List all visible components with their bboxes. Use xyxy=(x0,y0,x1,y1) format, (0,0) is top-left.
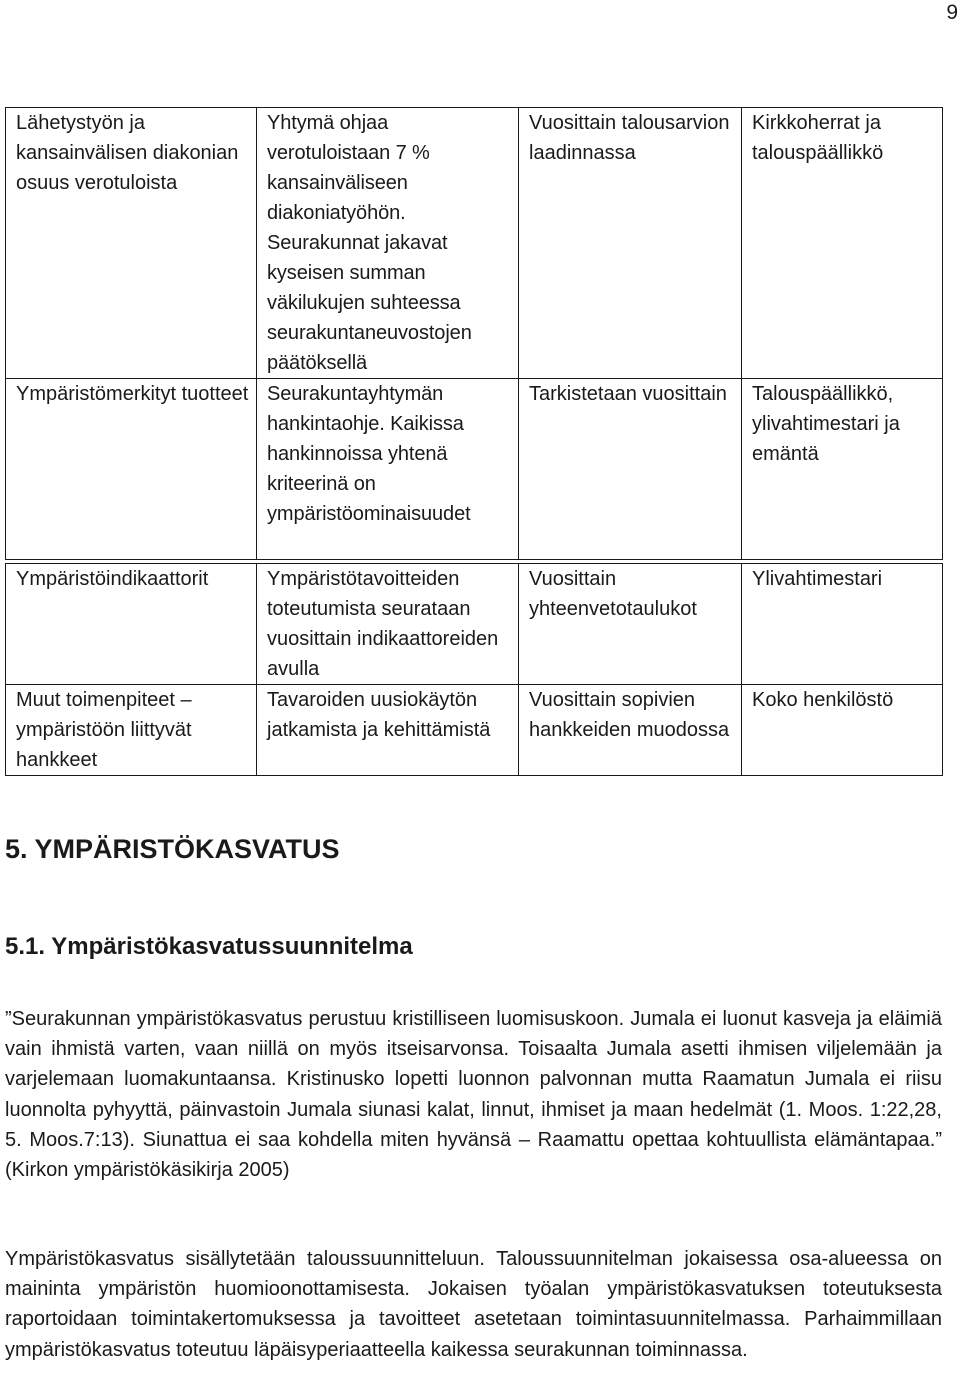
table-cell: Lähetystyön ja kansainvälisen diakonian osuus verotuloista xyxy=(6,108,257,379)
section-heading: 5. YMPÄRISTÖKASVATUS xyxy=(5,834,340,864)
table-cell: Ylivahtimestari xyxy=(742,564,943,685)
table-cell: Vuosittain yhteenvetotaulukot xyxy=(519,564,742,685)
table-cell: Ympäristötavoitteiden toteutumista seurataan vuosittain indikaattoreiden avulla xyxy=(257,564,519,685)
page-number: 9 xyxy=(946,1,958,24)
table-cell: Kirkkoherrat ja talouspäällikkö xyxy=(742,108,943,379)
table-cell: Vuosittain sopivien hankkeiden muodossa xyxy=(519,685,742,776)
table-cell: Tarkistetaan vuosittain xyxy=(519,379,742,560)
table-cell: Yhtymä ohjaa verotuloistaan 7 % kansainväliseen diakoniatyöhön. Seurakunnat jakavat kyseisen summan väkilukujen suhteessa seurakuntaneuvostojen päätöksellä xyxy=(257,108,519,379)
table-row xyxy=(6,685,943,776)
table-row xyxy=(6,564,943,685)
responsibility-table-top xyxy=(5,107,943,560)
table-cell: Muut toimenpiteet – ympäristöön liittyvät hankkeet xyxy=(6,685,257,776)
table-cell: Tavaroiden uusiokäytön jatkamista ja kehittämistä xyxy=(257,685,519,776)
table-cell: Seurakuntayhtymän hankintaohje. Kaikissa hankinnoissa yhtenä kriteerinä on ympäristöominaisuudet xyxy=(257,379,519,560)
table-cell: Talouspäällikkö, ylivahtimestari ja emäntä xyxy=(742,379,943,560)
table-cell: Ympäristöindikaattorit xyxy=(6,564,257,685)
table-cell: Vuosittain talousarvion laadinnassa xyxy=(519,108,742,379)
table-cell: Ympäristömerkityt tuotteet xyxy=(6,379,257,560)
responsibility-table-bottom xyxy=(5,563,943,776)
table-cell: Koko henkilöstö xyxy=(742,685,943,776)
subsection-heading: 5.1. Ympäristökasvatussuunnitelma xyxy=(5,933,413,960)
table-row xyxy=(6,108,943,379)
table-row xyxy=(6,379,943,560)
paragraph-body: Ympäristökasvatus sisällytetään taloussuunnitteluun. Taloussuunnitelman jokaisessa osa-alueessa on maininta ympäristön huomioonottamisesta. Jokaisen työalan ympäristökasvatuksen toteutuksesta raportoidaan toimintakertomuksessa ja tavoitteet asetetaan toimintasuunnitelmassa. Parhaimmillaan ympäristökasvatus toteutuu läpäisyperiaatteella kaikessa seurakunnan toiminnassa. xyxy=(5,1248,942,1361)
paragraph-quote: ”Seurakunnan ympäristökasvatus perustuu kristilliseen luomisuskoon. Jumala ei luonut kasveja ja eläimiä vain ihmistä varten, vaan niillä on myös itseisarvonsa. Toisaalta Jumala asetti ihmisen viljelemään ja varjelemaan luomakuntaansa. Kristinusko lopetti luonnon palvonnan mutta Raamatun Jumala ei riisu luonnolta pyhyyttä, päinvastoin Jumala siunasi kalat, linnut, ihmiset ja maan hedelmät (1. Moos. 1:22,28, 5. Moos.7:13). Siunattua ei saa kohdella miten hyvänsä – Raamattu opettaa kohtuullista elämäntapaa.” (Kirkon ympäristökäsikirja 2005) xyxy=(5,1008,942,1182)
